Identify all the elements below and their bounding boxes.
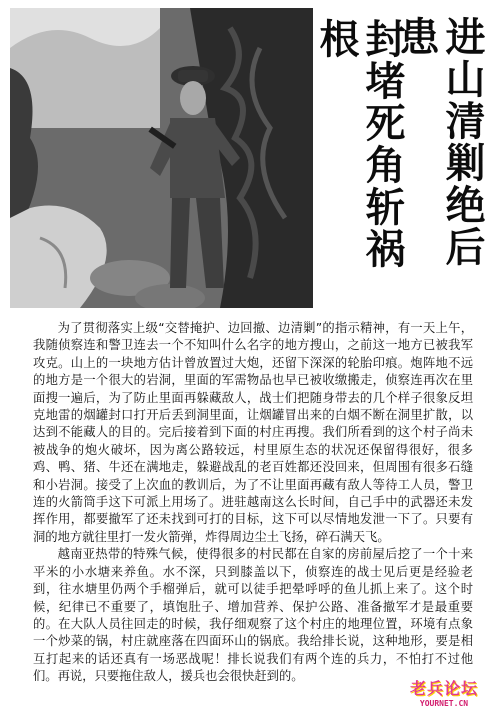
soldier-photo — [10, 8, 313, 308]
site-watermark-logo — [400, 679, 488, 713]
article-paragraph-1: 为了贯彻落实上级“交替掩护、边回撤、边清剿”的指示精神，有一天上午，我随侦察连和警卫连去一个不知叫什么名字的地方搜山，之前这一地方已被我军攻克。山上的一块地方估计曾放置过大炮，还留下深深的轮胎印痕。炮阵地不远的地方是一个很大的岩洞，里面的军需物品也早已被收缴搬走，侦察连再次在里面搜一遍后，为了防止里面再躲藏敌人，战士们把随身带去的几个样子很象反坦克地雷的烟罐封口打开后丢到洞里面，让烟罐冒出来的白烟不断在洞里扩散，以达到不能藏人的目的。完后接着到下面的村庄再搜。我们所看到的这个村子尚未被战争的炮火破坏，因为离公路较远，村里原生态的状况还保留得很好，很多鸡、鸭、猪、牛还在满地走，躲避战乱的老百姓都还没回来，但周围有很多石缝和小岩洞。接受了上次血的教训后，为了不让里面再藏有敌人等待工人员，警卫连的火箭筒手这下可派上用场了。进驻越南这么长时间，自己手中的武器还未发挥作用，都要撤军了还未找到可打的目标，这下可以尽情地发泄一下了。只要有洞的地方就往里打一发火箭弹，炸得周边尘土飞扬，碎石满天飞。 — [33, 321, 473, 544]
headline-line-1: 进山清剿绝后患 — [393, 16, 486, 268]
watermark-sub-text: YOURNET.CN — [419, 699, 469, 708]
article-body — [33, 320, 473, 686]
watermark-main-text: 老兵论坛 — [409, 679, 478, 698]
headline-block — [313, 8, 495, 308]
soldier-photo-icon — [10, 8, 313, 308]
article-paragraph-2: 越南亚热带的特殊气候，使得很多的村民都在自家的房前屋后挖了一个十来平米的小水塘来养鱼。水不深，只到膝盖以下，侦察连的战士见后更是经验老到，往水塘里仍两个手榴弹后，就可以徒手把晕呼呼的鱼儿抓上来了。这个时候，纪律已不重要了，填饱肚子、增加营养、保护公路、准备撤军才是最重要的。在大队人员往回走的时候，我仔细观察了这个村庄的地理位置，环境有点象一个炒菜的锅，村庄就座落在四面环山的锅底。我给排长说，这种地形，要是相互打起来的话还真有一场恶战呢！排长说我们有两个连的兵力，不怕打不过他们。再说，只要拖住敌人，援兵也会很快赶到的。 — [33, 547, 473, 684]
headline-line-2: 封堵死角斩祸根 — [313, 18, 406, 270]
